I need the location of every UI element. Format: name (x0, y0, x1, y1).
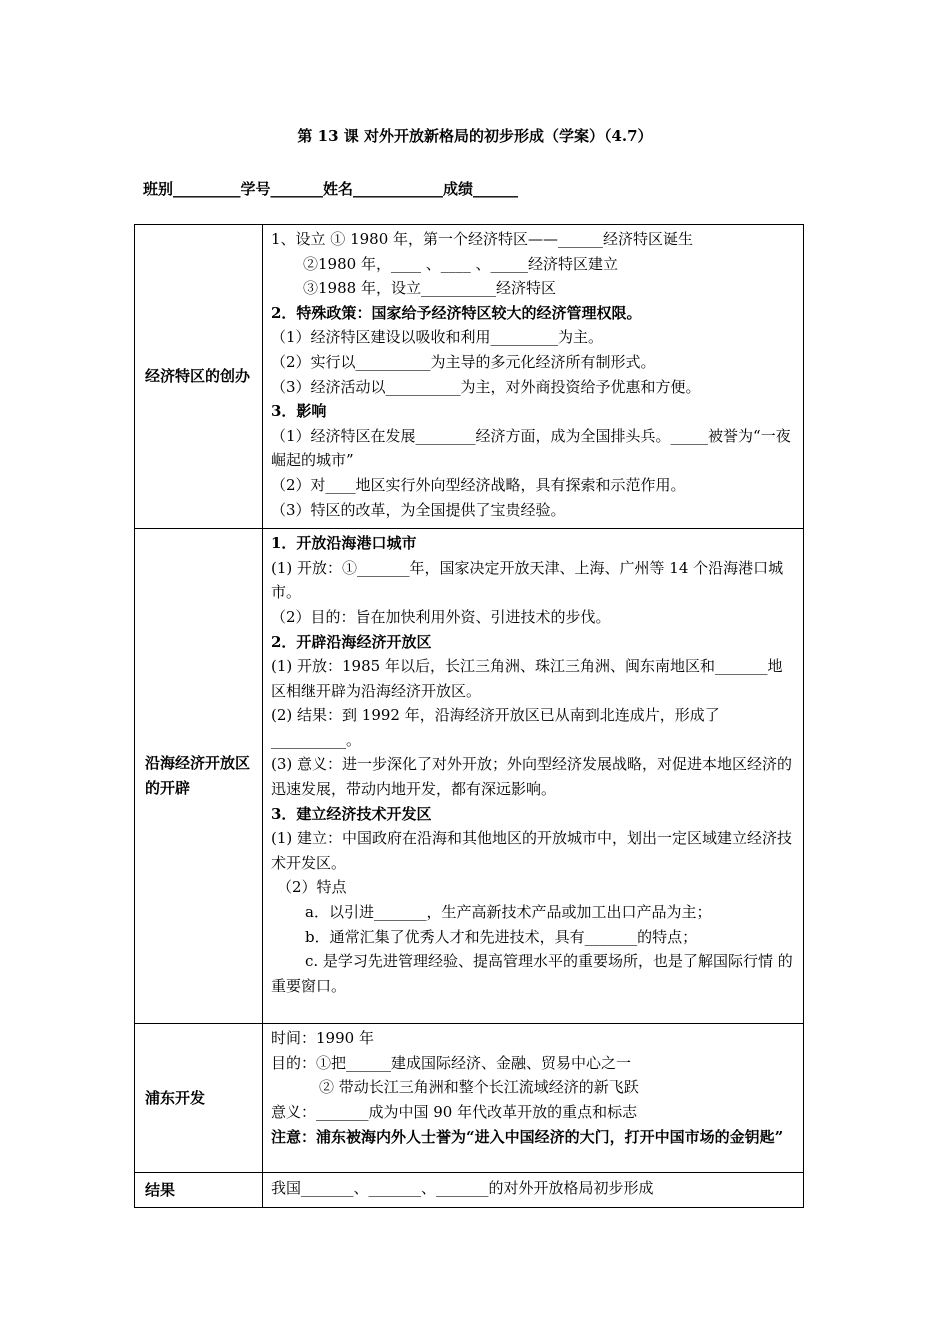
table-row (135, 225, 804, 529)
section-heading: 1．开放沿海港口城市 (271, 534, 417, 553)
section-heading: 3．建立经济技术开发区 (271, 804, 432, 823)
table-row (135, 529, 804, 1024)
row-topic: 经济特区的创办 (135, 225, 263, 529)
content-line: （2）目的：旨在加快利用外资、引进技术的步伐。 (271, 607, 611, 626)
content-line: 1、设立 ① 1980 年，第一个经济特区——______经济特区诞生 (271, 230, 694, 248)
content-line: （3）经济活动以__________为主，对外商投资给予优惠和方便。 (271, 377, 701, 396)
content-line: ②1980 年，____ 、____ 、_____经济特区建立 (303, 254, 618, 273)
content-line: (3) 意义：进一步深化了对外开放；外向型经济发展战略，对促进本地区经济的迅速发展，带动内地开发，都有深远影响。 (271, 755, 793, 799)
content-line: （2）对____地区实行外向型经济战略，具有探索和示范作用。 (271, 475, 686, 494)
content-line: （1）经济特区在发展________经济方面，成为全国排头兵。_____被誉为“一夜崛起的城市” (271, 426, 791, 470)
page-title: 第 13 课 对外开放新格局的初步形成（学案）（4.7） (297, 127, 653, 145)
table-row (135, 1024, 804, 1173)
section-heading: 3．影响 (271, 402, 327, 421)
section-heading: 2．开辟沿海经济开放区 (271, 632, 432, 651)
row-topic: 结果 (135, 1173, 263, 1208)
content-line: 意义：_______成为中国 90 年代改革开放的重点和标志 (271, 1102, 638, 1121)
row-content (263, 1024, 804, 1173)
section-heading: 2．特殊政策：国家给予经济特区较大的经济管理权限。 (271, 303, 642, 322)
content-line: (1) 开放：①_______年，国家决定开放天津、上海、广州等 14 个沿海港口城市。 (271, 558, 784, 602)
content-line: (1) 建立：中国政府在沿海和其他地区的开放城市中，划出一定区域建立经济技术开发区。 (271, 829, 793, 872)
row-content (263, 225, 804, 529)
table-row (135, 1173, 804, 1208)
study-table (134, 224, 804, 1208)
content-line: （2）实行以__________为主导的多元化经济所有制形式。 (271, 352, 656, 371)
content-line: 时间：1990 年 (271, 1029, 374, 1048)
content-line: (1) 开放：1985 年以后，长江三角洲、珠江三角洲、闽东南地区和_______地区相继开辟为沿海经济开放区。 (271, 657, 783, 700)
content-line: a．以引进_______，生产高新技术产品或加工出口产品为主； (305, 903, 712, 922)
content-line: ② 带动长江三角洲和整个长江流域经济的新飞跃 (319, 1078, 639, 1097)
content-line: （3）特区的改革，为全国提供了宝贵经验。 (271, 500, 566, 519)
content-line: c. 是学习先进管理经验、提高管理水平的重要场所，也是了解国际行情 的重要窗口。 (271, 952, 793, 995)
content-line: 我国_______、_______、_______的对外开放格局初步形成 (271, 1178, 654, 1197)
row-content (263, 1173, 804, 1208)
content-line: (2) 结果：到 1992 年，沿海经济开放区已从南到北连成片，形成了__________。 (271, 706, 720, 749)
content-line: （2）特点 (277, 878, 347, 897)
row-topic: 浦东开发 (135, 1024, 263, 1173)
content-line: （1）经济特区建设以吸收和利用_________为主。 (271, 328, 604, 347)
content-line: ③1988 年，设立__________经济特区 (303, 279, 556, 298)
content-line: b．通常汇集了优秀人才和先进技术，具有_______的特点； (305, 927, 698, 946)
row-topic: 沿海经济开放区的开辟 (135, 529, 263, 1024)
content-line: 目的：①把______建成国际经济、金融、贸易中心之一 (271, 1053, 632, 1072)
note-line: 注意：浦东被海内外人士誉为“进入中国经济的大门，打开中国市场的金钥匙” (271, 1127, 784, 1146)
row-content (263, 529, 804, 1024)
student-info-line: 班别_________学号_______姓名____________成绩______ (143, 180, 519, 198)
